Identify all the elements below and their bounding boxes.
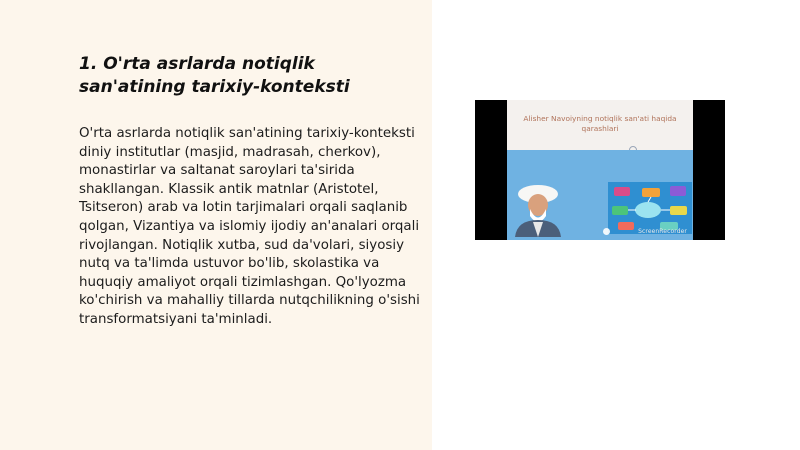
diagram-illustration: [608, 182, 692, 234]
portrait-illustration: [509, 182, 567, 237]
video-player[interactable]: [475, 100, 725, 240]
video-heading: Alisher Navoiyning notiqlik san'ati haqida qarashlari: [523, 114, 677, 133]
recorder-watermark: ScreenRecorder: [638, 228, 687, 235]
video-content: [507, 100, 693, 240]
slide-title: 1. O'rta asrlarda notiqlik san'atining tarixiy-konteksti: [79, 54, 350, 97]
slide-body-text: O'rta asrlarda notiqlik san'atining tarixiy-konteksti diniy institutlar (masjid, madrasah, cherkov), monastirlar va saltanat saroylari ta'sirida shakllangan. Klassik antik matnlar (Aristotel, Tsitseron) arab va lotin tarjimalari orqali saqlanib qolgan, Vizantiya va islomiy ijodiy an'analari orqali rivojlangan. Notiqlik xutba, sud da'volari, siyosiy nutq va ta'limda ustuvor bo'lib, skolastika va huquqiy amaliyot orqali tizimlashgan. Qo'lyozma ko'chirish va mahalliy tillarda nutqchilikning o'sishi transformatsiyani ta'minladi.: [79, 126, 420, 327]
playback-position-icon[interactable]: [603, 228, 610, 235]
